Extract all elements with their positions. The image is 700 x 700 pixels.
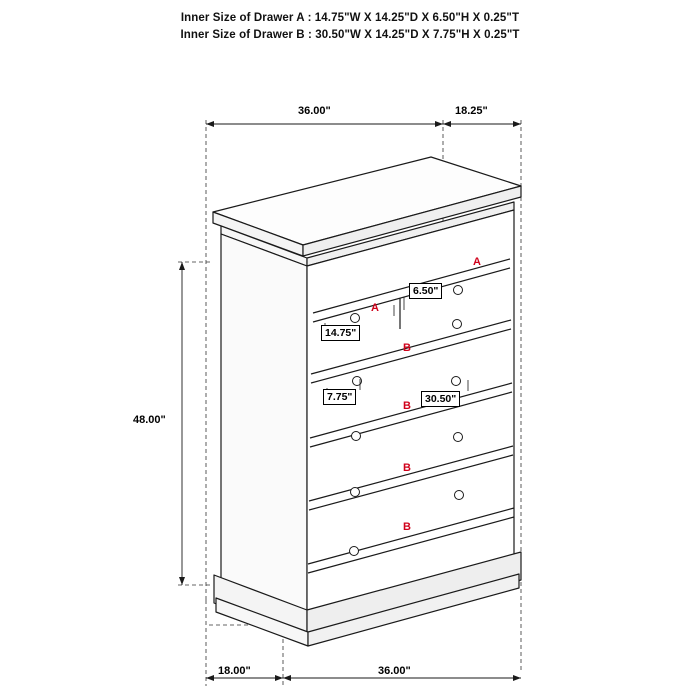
drawer-a-inner-size: Inner Size of Drawer A : 14.75"W X 14.25"D X 6.50"H X 0.25"T <box>180 12 520 24</box>
drawer-mark-b-1: B <box>403 342 411 354</box>
dim-drawer-a-width: 14.75" <box>321 325 360 341</box>
drawer-mark-a-left: A <box>371 302 379 314</box>
drawer-mark-a-right: A <box>473 256 481 268</box>
dim-drawer-b-height: 7.75" <box>323 389 356 405</box>
drawer-mark-b-4: B <box>403 521 411 533</box>
dim-bottom-width: 36.00" <box>378 665 411 677</box>
drawer-mark-b-3: B <box>403 462 411 474</box>
dim-drawer-b-width: 30.50" <box>421 391 460 407</box>
drawer-mark-b-2: B <box>403 400 411 412</box>
dim-top-depth: 18.25" <box>455 105 488 117</box>
dim-top-width: 36.00" <box>298 105 331 117</box>
dim-drawer-a-height: 6.50" <box>409 283 442 299</box>
drawer-b-inner-size: Inner Size of Drawer B : 30.50"W X 14.25"D X 7.75"H X 0.25"T <box>180 29 520 41</box>
dim-height: 48.00" <box>133 414 166 426</box>
dim-bottom-depth: 18.00" <box>218 665 251 677</box>
